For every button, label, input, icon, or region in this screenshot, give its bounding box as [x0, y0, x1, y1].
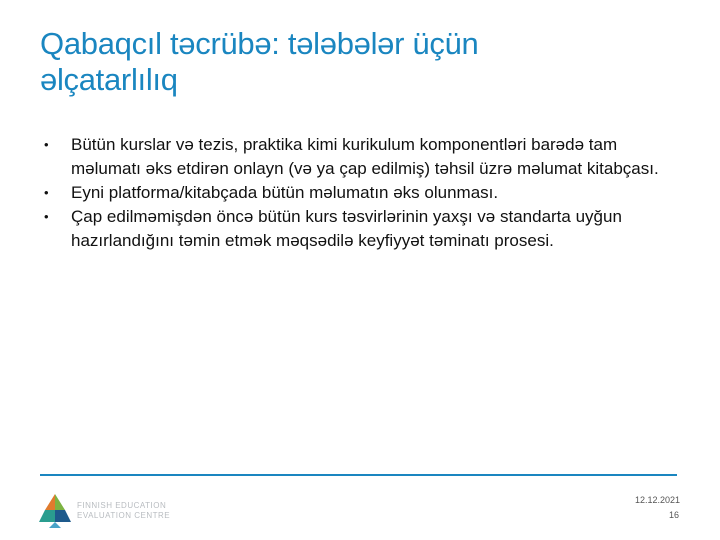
bullet-icon: • — [44, 209, 49, 224]
bullet-item — [44, 133, 684, 181]
bullet-icon: • — [44, 185, 49, 200]
logo-wordmark — [77, 501, 170, 521]
bullet-icon: • — [44, 137, 49, 152]
logo-line-2: EVALUATION CENTRE — [77, 511, 171, 520]
bullet-text: Eyni platforma/kitabçada bütün məlumatın əks olunması. — [71, 183, 499, 202]
slide-date: 12.12.2021 — [634, 495, 680, 505]
bullet-item — [44, 205, 684, 253]
slide-title — [40, 26, 680, 98]
bullet-text: Bütün kurslar və tezis, praktika kimi kurikulum komponentləri barədə tam məlumatı əks etdirən onlayn (və ya çap edilmiş) təhsil üzrə məlumat kitabçası. — [71, 135, 659, 178]
organization-logo — [35, 490, 171, 532]
bullet-text: Çap edilməmişdən öncə bütün kurs təsvirlərinin yaxşı və standarta uyğun hazırlandığını təmin etmək məqsədilə keyfiyyət təminatı prosesi. — [71, 207, 622, 250]
logo-line-1: FINNISH EDUCATION — [77, 501, 167, 510]
karvi-triangle-logo-icon — [35, 490, 75, 530]
footer-divider — [40, 474, 677, 476]
bullet-item — [44, 181, 684, 205]
slide-title-line-1: Qabaqcıl təcrübə: tələbələr üçün — [40, 26, 479, 61]
page-number: 16 — [668, 510, 679, 520]
slide-title-line-2: əlçatarlılıq — [40, 62, 178, 97]
bullet-list — [44, 133, 684, 253]
